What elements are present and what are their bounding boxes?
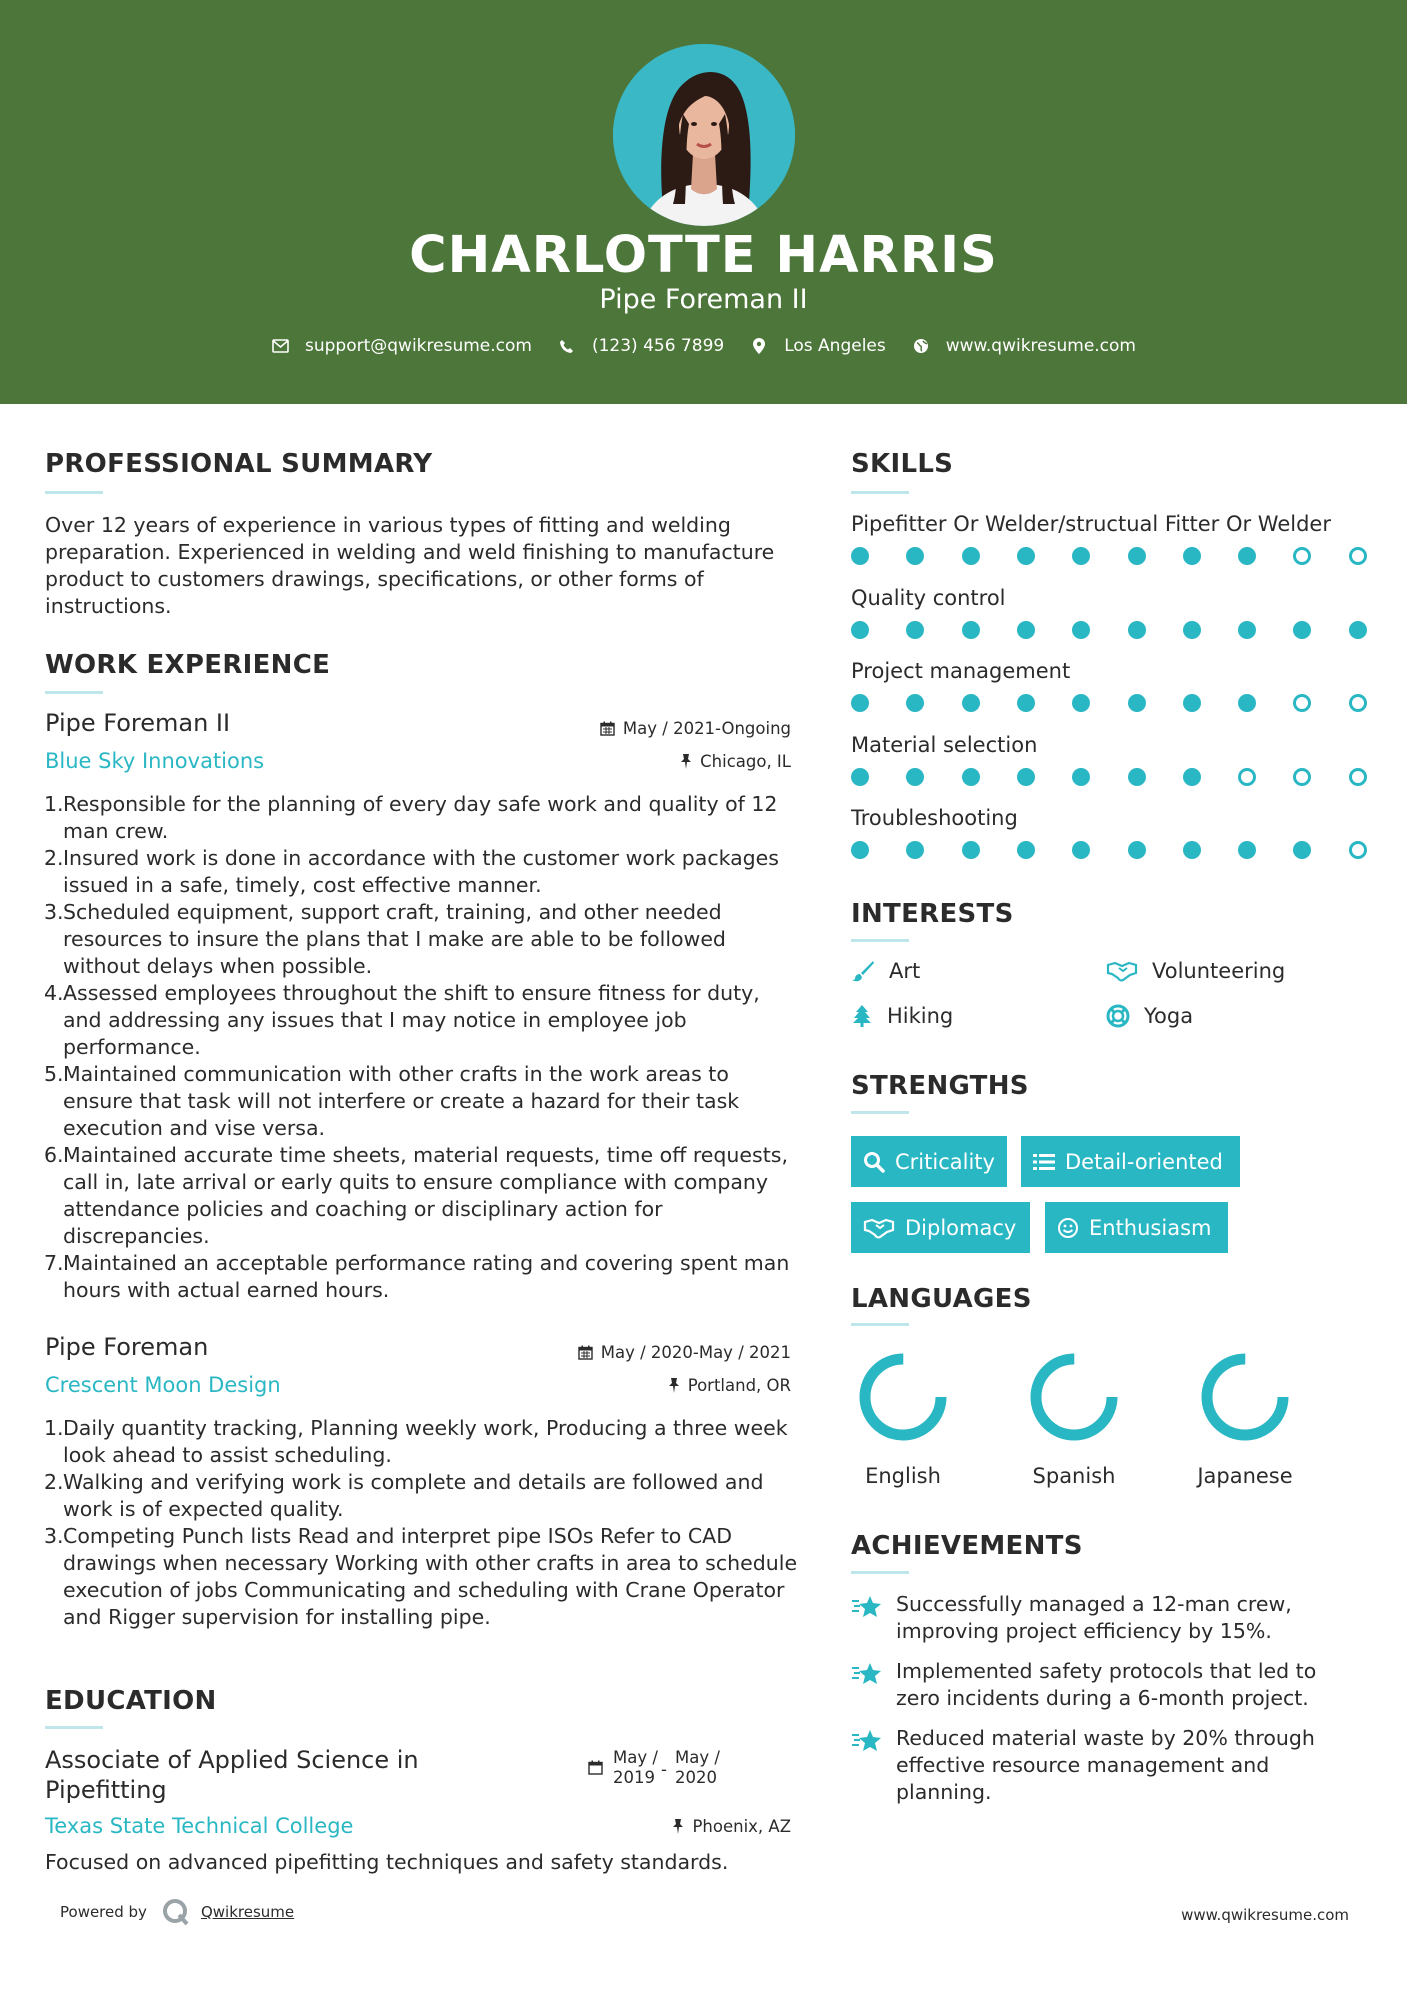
contact-bar <box>0 336 1407 356</box>
skill-dot-filled <box>1183 841 1201 859</box>
skill-dot-filled <box>962 694 980 712</box>
strength-badge: Detail-oriented <box>1021 1136 1240 1187</box>
skill-dot-filled <box>962 768 980 786</box>
skill-dot-filled <box>1128 694 1146 712</box>
interest-item: Volunteering <box>1106 959 1285 983</box>
handshake-icon <box>863 1217 895 1239</box>
school-name: Texas State Technical College <box>45 1814 354 1838</box>
paintbrush-icon <box>851 960 875 982</box>
list-item: 5. Maintained communication with other crafts in the work areas to ensure that task will not interfere or create a hazard for their task execution and vise versa. <box>44 1062 740 1140</box>
section-divider <box>45 491 103 494</box>
skill-dot-filled <box>1183 547 1201 565</box>
education-location: Phoenix, AZ <box>520 1817 791 1836</box>
company-name: Crescent Moon Design <box>45 1373 281 1397</box>
skill-dot-filled <box>1183 621 1201 639</box>
education-dates: May / 2019 - May / 2020 <box>588 1748 720 1788</box>
skill-dot-filled <box>1128 621 1146 639</box>
skill-dot-filled <box>1072 621 1090 639</box>
summary-heading: PROFESSIONAL SUMMARY <box>45 449 433 479</box>
map-pin-icon <box>750 337 768 355</box>
pushpin-icon <box>680 754 692 769</box>
languages-heading: LANGUAGES <box>851 1284 1032 1314</box>
skill-dot-filled <box>1072 841 1090 859</box>
list-item: 1. Responsible for the planning of every day safe work and quality of 12 man crew. <box>44 792 778 843</box>
skill-name: Quality control <box>851 585 1006 610</box>
smile-icon <box>1057 1217 1079 1239</box>
skill-dot-filled <box>906 547 924 565</box>
list-item: 7. Maintained an acceptable performance rating and covering spent man hours with actual earned hours. <box>44 1251 790 1302</box>
skill-name: Pipefitter Or Welder/structual Fitter Or Welder <box>851 512 1331 536</box>
language-level-arc <box>865 1359 941 1435</box>
job-date: May / 2020-May / 2021 <box>500 1343 791 1362</box>
tree-icon <box>851 1005 873 1027</box>
skill-dot-empty <box>1349 768 1367 786</box>
lifering-icon <box>1106 1004 1130 1028</box>
skill-dot-filled <box>1128 768 1146 786</box>
degree-title: Associate of Applied Science in Pipefitting <box>45 1746 419 1804</box>
job-duties-list <box>45 1415 800 1631</box>
search-icon <box>863 1151 885 1173</box>
interest-item: Yoga <box>1106 1004 1193 1028</box>
skill-dot-filled <box>1072 547 1090 565</box>
footer-website[interactable]: www.qwikresume.com <box>1181 1906 1349 1924</box>
section-divider <box>851 1571 909 1574</box>
profile-photo <box>613 44 795 226</box>
skill-dot-filled <box>851 547 869 565</box>
skill-dot-filled <box>1349 621 1367 639</box>
skill-dot-filled <box>1238 694 1256 712</box>
interest-item: Art <box>851 959 920 983</box>
education-heading: EDUCATION <box>45 1686 217 1716</box>
powered-by: Powered by Qwikresume <box>60 1897 294 1927</box>
skill-dot-empty <box>1293 547 1311 565</box>
star-badge-icon <box>851 1727 883 1755</box>
skill-dot-filled <box>1238 621 1256 639</box>
skill-dot-filled <box>851 621 869 639</box>
contact-email[interactable] <box>271 336 532 356</box>
skill-dot-filled <box>1238 547 1256 565</box>
achievement-item: Reduced material waste by 20% through effective resource management and planning. <box>851 1725 1315 1806</box>
language-ring <box>1195 1347 1295 1447</box>
skill-name: Troubleshooting <box>851 806 1018 830</box>
section-divider <box>851 1323 909 1326</box>
phone-icon <box>558 337 576 355</box>
skill-dot-filled <box>1017 694 1035 712</box>
skill-dot-empty <box>1238 768 1256 786</box>
skill-dot-filled <box>1183 694 1201 712</box>
language-name: Japanese <box>1197 1464 1293 1488</box>
list-item: 2. Walking and verifying work is complete and details are followed and work is of expected quality. <box>44 1470 764 1521</box>
star-badge-icon <box>851 1660 883 1688</box>
achievement-item: Implemented safety protocols that led to zero incidents during a 6-month project. <box>851 1658 1316 1712</box>
skill-dot-filled <box>1183 768 1201 786</box>
location-text: Los Angeles <box>784 336 886 356</box>
strength-badge: Diplomacy <box>851 1202 1030 1253</box>
skill-dot-filled <box>1293 621 1311 639</box>
achievements-heading: ACHIEVEMENTS <box>851 1531 1083 1561</box>
envelope-icon <box>271 337 289 355</box>
pushpin-icon <box>672 1819 684 1834</box>
section-divider <box>45 1726 103 1729</box>
achievement-item: Successfully managed a 12-man crew, improving project efficiency by 15%. <box>851 1591 1292 1645</box>
company-name: Blue Sky Innovations <box>45 749 265 773</box>
skill-dot-filled <box>851 768 869 786</box>
skill-name: Project management <box>851 659 1071 683</box>
skill-dot-filled <box>906 841 924 859</box>
list-icon <box>1033 1152 1055 1172</box>
job-location: Portland, OR <box>520 1376 791 1395</box>
globe-icon <box>912 337 930 355</box>
language-level-arc <box>1036 1359 1112 1435</box>
qwikresume-logo-icon <box>161 1897 191 1927</box>
star-badge-icon <box>851 1593 883 1621</box>
handshake-icon <box>1106 960 1138 982</box>
job-title: Pipe Foreman II <box>45 709 231 737</box>
job-date: May / 2021-Ongoing <box>520 719 791 738</box>
contact-location <box>750 336 886 356</box>
skill-dot-empty <box>1349 694 1367 712</box>
skill-dot-filled <box>962 841 980 859</box>
skill-dot-filled <box>962 621 980 639</box>
skill-dot-filled <box>1017 621 1035 639</box>
contact-phone[interactable] <box>558 336 724 356</box>
resume-header <box>0 0 1407 404</box>
experience-heading: WORK EXPERIENCE <box>45 650 331 680</box>
list-item: 2. Insured work is done in accordance with the customer work packages issued in a safe, timely, cost effective manner. <box>44 846 779 897</box>
skill-dot-filled <box>851 694 869 712</box>
language-name: English <box>865 1464 941 1488</box>
skill-dot-filled <box>1017 841 1035 859</box>
interests-heading: INTERESTS <box>851 899 1014 929</box>
calendar-icon <box>588 1760 603 1775</box>
job-location: Chicago, IL <box>520 752 791 771</box>
language-ring <box>853 1347 953 1447</box>
skill-dot-filled <box>1128 547 1146 565</box>
skill-dot-filled <box>1072 768 1090 786</box>
skill-dot-filled <box>1017 768 1035 786</box>
section-divider <box>851 1111 909 1114</box>
skill-dot-filled <box>1293 841 1311 859</box>
skill-dot-filled <box>1017 547 1035 565</box>
brand-link[interactable]: Qwikresume <box>200 1903 295 1921</box>
phone-text: (123) 456 7899 <box>591 336 725 356</box>
section-divider <box>45 691 103 694</box>
skill-dot-filled <box>906 621 924 639</box>
strengths-heading: STRENGTHS <box>851 1071 1029 1101</box>
skill-dot-empty <box>1349 841 1367 859</box>
candidate-name: CHARLOTTE HARRIS <box>409 226 998 285</box>
strength-badge: Criticality <box>851 1136 1007 1187</box>
list-item: 3. Scheduled equipment, support craft, training, and other needed resources to insure the plans that I make are able to be followed without delays when possible. <box>44 900 726 978</box>
list-item: 1. Daily quantity tracking, Planning weekly work, Producing a three week look ahead to assist scheduling. <box>44 1416 788 1467</box>
interest-item: Hiking <box>851 1004 953 1028</box>
skill-dot-filled <box>1238 841 1256 859</box>
strength-badge: Enthusiasm <box>1045 1202 1228 1253</box>
language-level-arc <box>1207 1359 1283 1435</box>
skill-dot-empty <box>1349 547 1367 565</box>
summary-text: Over 12 years of experience in various types of fitting and welding preparation. Experienced in welding and weld finishing to manufacture product to customers drawings, specifications, or other forms of instructions. <box>45 513 775 618</box>
language-name: Spanish <box>1032 1464 1116 1488</box>
skill-name: Material selection <box>851 732 1038 757</box>
list-item: 6. Maintained accurate time sheets, material requests, time off requests, call in, late arrival or early quits to ensure compliance with company attendance policies and coaching or disciplinary action for discrepancies. <box>44 1143 788 1248</box>
skills-heading: SKILLS <box>851 449 954 479</box>
email-text: support@qwikresume.com <box>305 336 532 356</box>
list-item: 4. Assessed employees throughout the shift to ensure fitness for duty, and addressing any issues that I may notice in employee job performance. <box>44 981 760 1059</box>
skill-dot-empty <box>1293 694 1311 712</box>
job-title: Pipe Foreman <box>45 1333 209 1361</box>
calendar-icon <box>600 721 615 736</box>
job-duties-list <box>45 791 800 1304</box>
skill-dot-filled <box>962 547 980 565</box>
calendar-icon <box>578 1345 593 1360</box>
skill-dot-empty <box>1293 768 1311 786</box>
website-text: www.qwikresume.com <box>945 336 1136 356</box>
candidate-title: Pipe Foreman II <box>599 284 808 315</box>
list-item: 3. Competing Punch lists Read and interpret pipe ISOs Refer to CAD drawings when necessary Working with other crafts in area to schedule execution of jobs Communicating and scheduling with Crane Operator and Rigger supervision for installing pipe. <box>44 1524 798 1629</box>
education-description: Focused on advanced pipefitting techniques and safety standards. <box>45 1850 729 1874</box>
language-ring <box>1024 1347 1124 1447</box>
skill-dot-filled <box>906 768 924 786</box>
contact-website[interactable] <box>912 336 1136 356</box>
skill-dot-filled <box>1072 694 1090 712</box>
skill-dot-filled <box>851 841 869 859</box>
skill-dot-filled <box>1128 841 1146 859</box>
skill-dot-filled <box>906 694 924 712</box>
section-divider <box>851 939 909 942</box>
section-divider <box>851 491 909 494</box>
pushpin-icon <box>668 1378 680 1393</box>
